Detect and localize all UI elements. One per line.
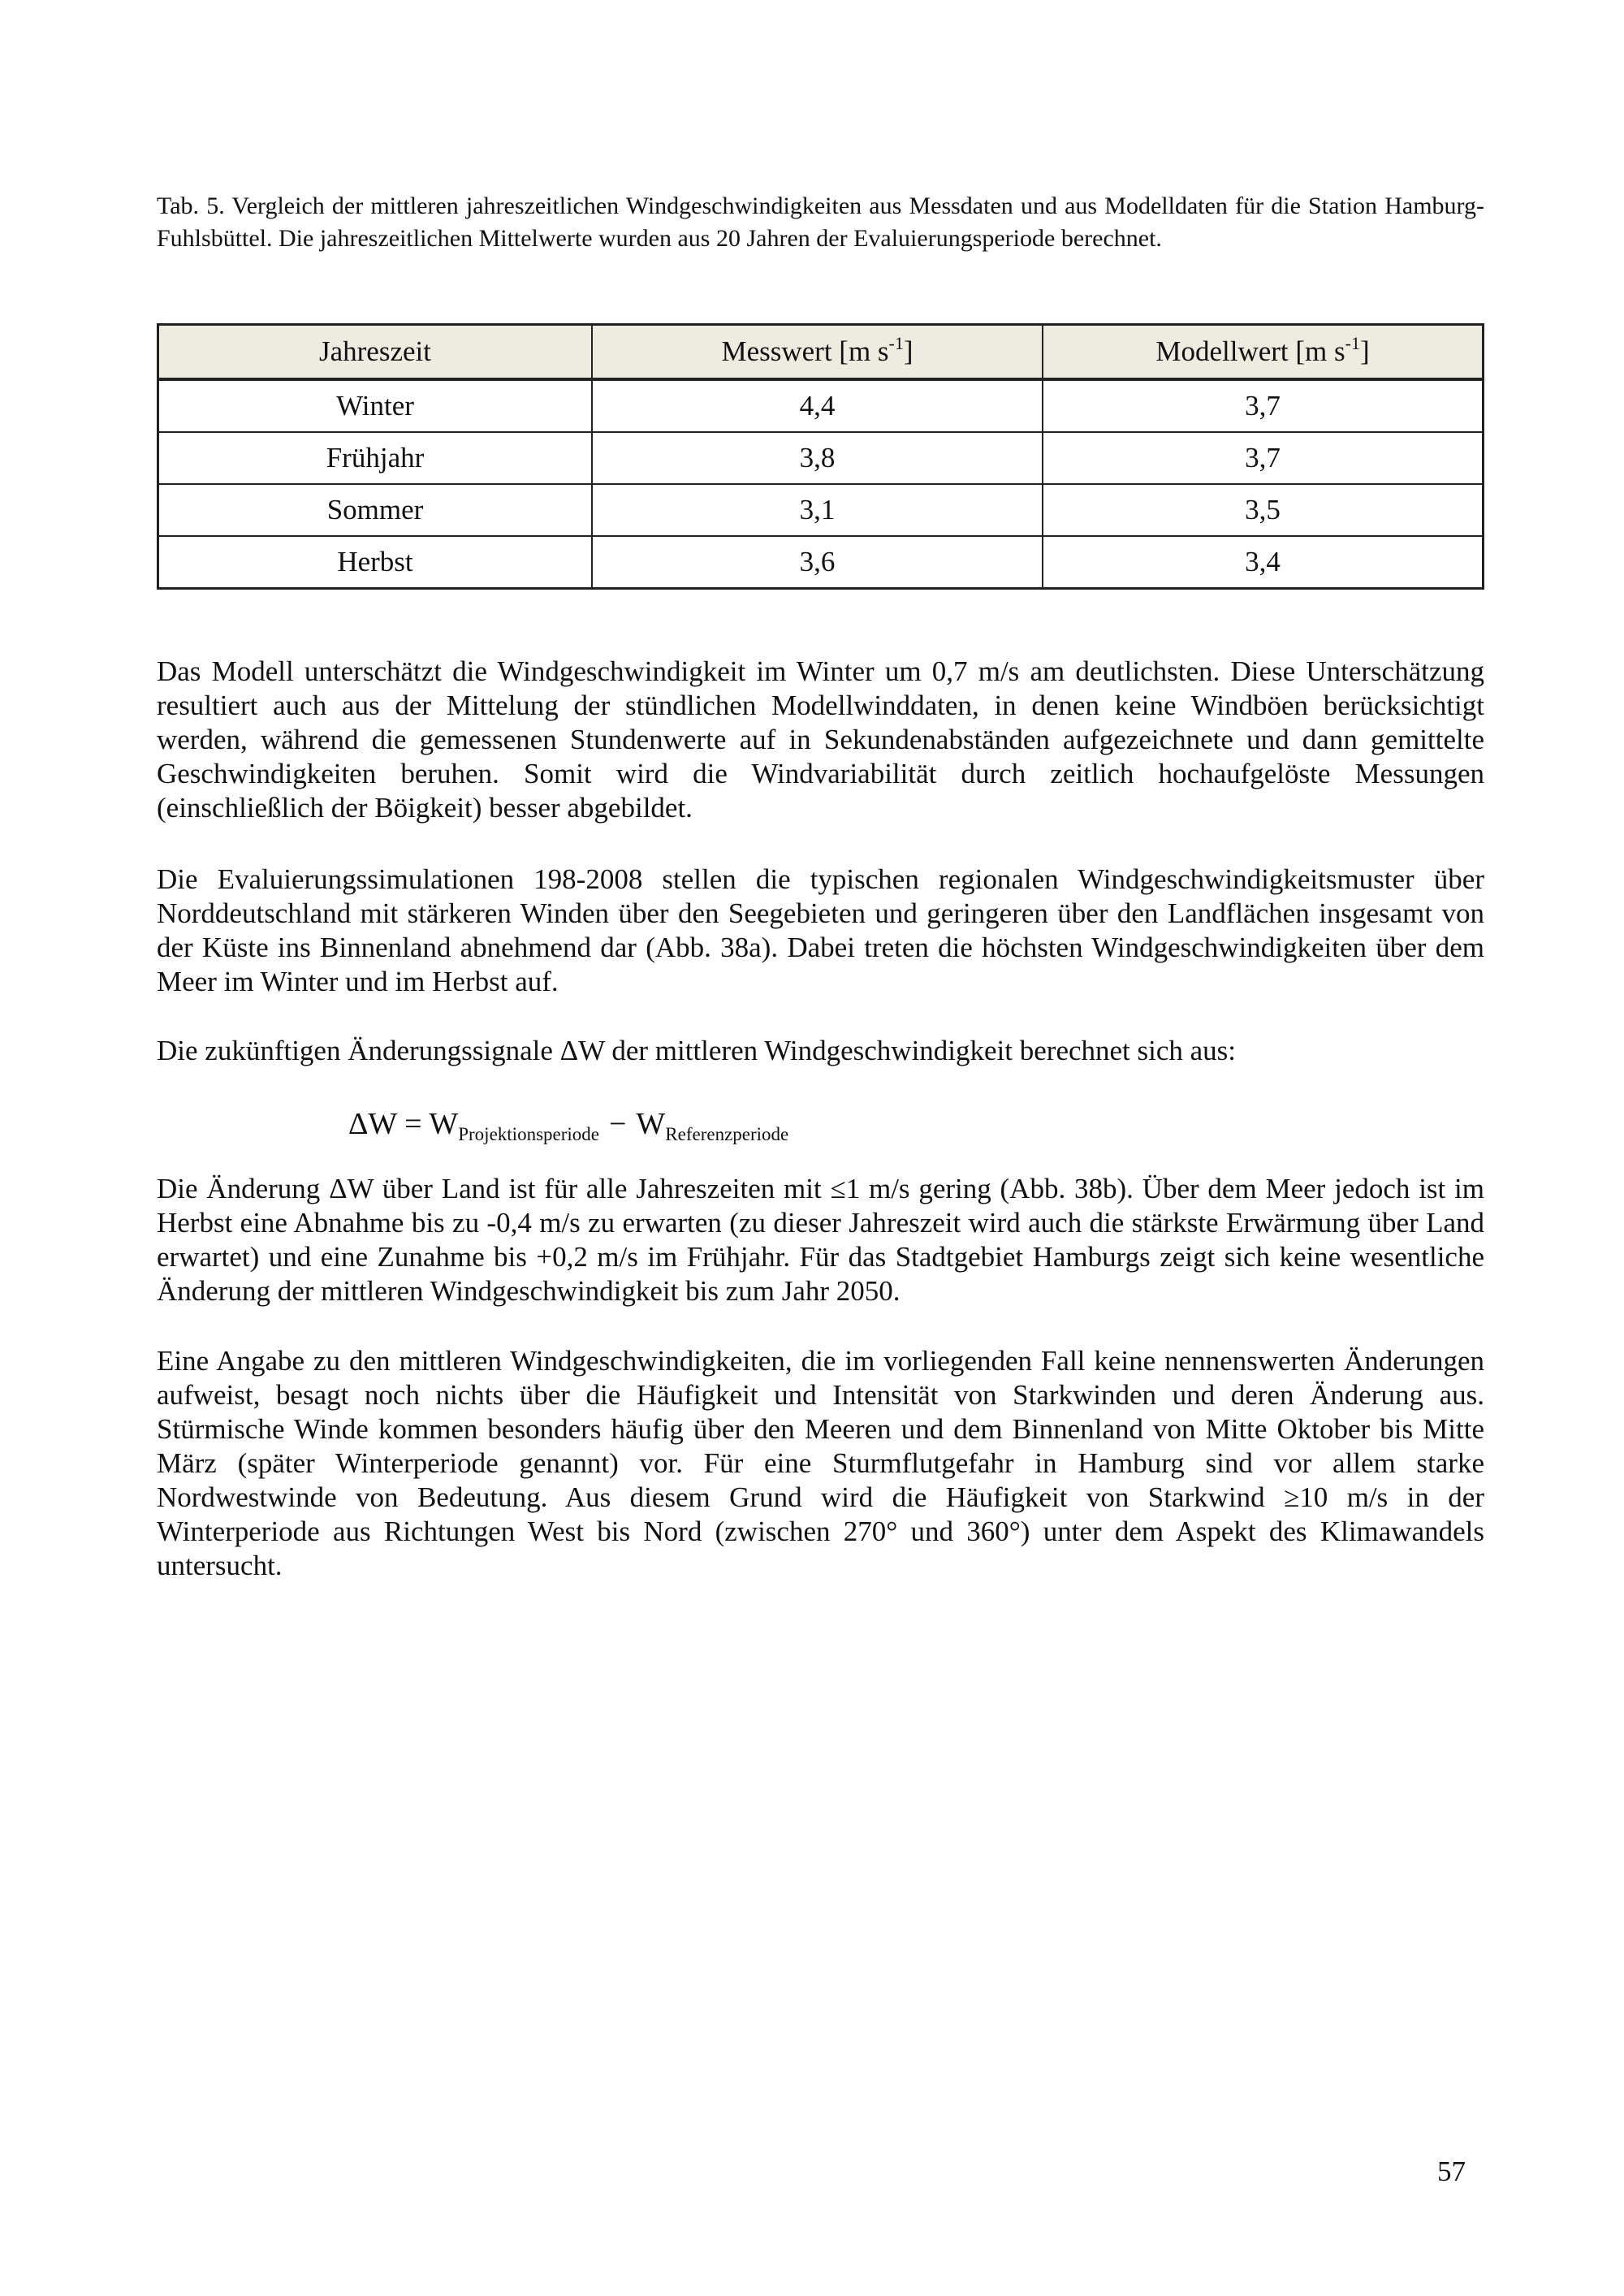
table-header-row <box>158 325 1484 380</box>
delta-w-formula <box>348 1106 788 1145</box>
table-row <box>158 484 1484 536</box>
paragraph-change-signal-intro: Die zukünftigen Änderungssignale ΔW der mittleren Windgeschwindigkeit berechnet sich aus: <box>157 1035 1237 1066</box>
header-measured: Messwert [m $s^{-1}$] <box>592 325 1043 380</box>
cell-model: 3,5 <box>1043 484 1484 536</box>
header-model: Modellwert [m $s^{-1}$] <box>1043 325 1484 380</box>
table-caption: Tab. 5. Vergleich der mittleren jahreszeitlichen Windgeschwindigkeiten aus Messdaten und aus Modelldaten für die Station Hamburg-Fuhlsbüttel. Die jahreszeitlichen Mittelwerte wurden aus 20 Jahren der Evaluierungsperiode berechnet. <box>157 192 1484 252</box>
paragraph-model-underestimation: Das Modell unterschätzt die Windgeschwindigkeit im Winter um 0,7 m/s am deutlichsten. Diese Unterschätzung resultiert auch aus der Mittelung der stündlichen Modellwinddaten, in denen keine Windböen berücksichtigt werden, während die gemessenen Stundenwerte auf in Sekundenabständen aufgezeichnete und dann gemittelte Geschwindigkeiten beruhen. Somit wird die Windvariabilität durch zeitlich hochaufgelöste Messungen (einschließlich der Böigkeit) besser abgebildet. <box>157 655 1484 824</box>
paragraph-strong-winds: Eine Angabe zu den mittleren Windgeschwindigkeiten, die im vorliegenden Fall keine nennenswerten Änderungen aufweist, besagt noch nichts über die Häufigkeit und Intensität von Starkwinden und deren Änderung aus. Stürmische Winde kommen besonders häufig über den Meeren und dem Binnenland von Mitte Oktober bis Mitte März (später Winterperiode genannt) vor. Für eine Sturmflutgefahr in Hamburg sind vor allem starke Nordwestwinde von Bedeutung. Aus diesem Grund wird die Häufigkeit von Starkwind ≥10 m/s in der Winterperiode aus Richtungen West bis Nord (zwischen 270° und 360°) unter dem Aspekt des Klimawandels untersucht. <box>157 1345 1484 1581</box>
cell-season: Frühjahr <box>158 432 593 484</box>
paragraph-delta-w-land-sea: Die Änderung ΔW über Land ist für alle Jahreszeiten mit ≤1 m/s gering (Abb. 38b). Über dem Meer jedoch ist im Herbst eine Abnahme bis zu -0,4 m/s zu erwarten (zu dieser Jahreszeit wird auch die stärkste Erwärmung über Land erwartet) und eine Zunahme bis +0,2 m/s im Frühjahr. Für das Stadtgebiet Hamburgs zeigt sich keine wesentliche Änderung der mittleren Windgeschwindigkeit bis zum Jahr 2050. <box>157 1173 1484 1307</box>
header-season: Jahreszeit <box>158 325 593 380</box>
cell-model: 3,7 <box>1043 379 1484 432</box>
table-row <box>158 379 1484 432</box>
formula-minus: − <box>608 1107 627 1141</box>
cell-measured: 4,4 <box>592 379 1043 432</box>
formula-w-reference: W <box>636 1107 666 1141</box>
cell-measured: 3,1 <box>592 484 1043 536</box>
table-row <box>158 432 1484 484</box>
wind-speed-table <box>157 323 1484 590</box>
cell-season: Sommer <box>158 484 593 536</box>
cell-measured: 3,6 <box>592 536 1043 589</box>
formula-subscript-reference: Referenzperiode <box>665 1124 789 1144</box>
page-number: 57 <box>1437 2155 1466 2187</box>
cell-season: Herbst <box>158 536 593 589</box>
cell-model: 3,7 <box>1043 432 1484 484</box>
cell-model: 3,4 <box>1043 536 1484 589</box>
paragraph-evaluation-simulations: Die Evaluierungssimulationen 198-2008 stellen die typischen regionalen Windgeschwindigkeitsmuster über Norddeutschland mit stärkeren Winden über den Seegebieten und geringeren über den Landflächen insgesamt von der Küste ins Binnenland abnehmend dar (Abb. 38a). Dabei treten die höchsten Windgeschwindigkeiten über dem Meer im Winter und im Herbst auf. <box>157 863 1484 997</box>
formula-subscript-projection: Projektionsperiode <box>458 1124 599 1144</box>
cell-measured: 3,8 <box>592 432 1043 484</box>
cell-season: Winter <box>158 379 593 432</box>
formula-lhs: ΔW = W <box>348 1107 459 1141</box>
table-row <box>158 536 1484 589</box>
